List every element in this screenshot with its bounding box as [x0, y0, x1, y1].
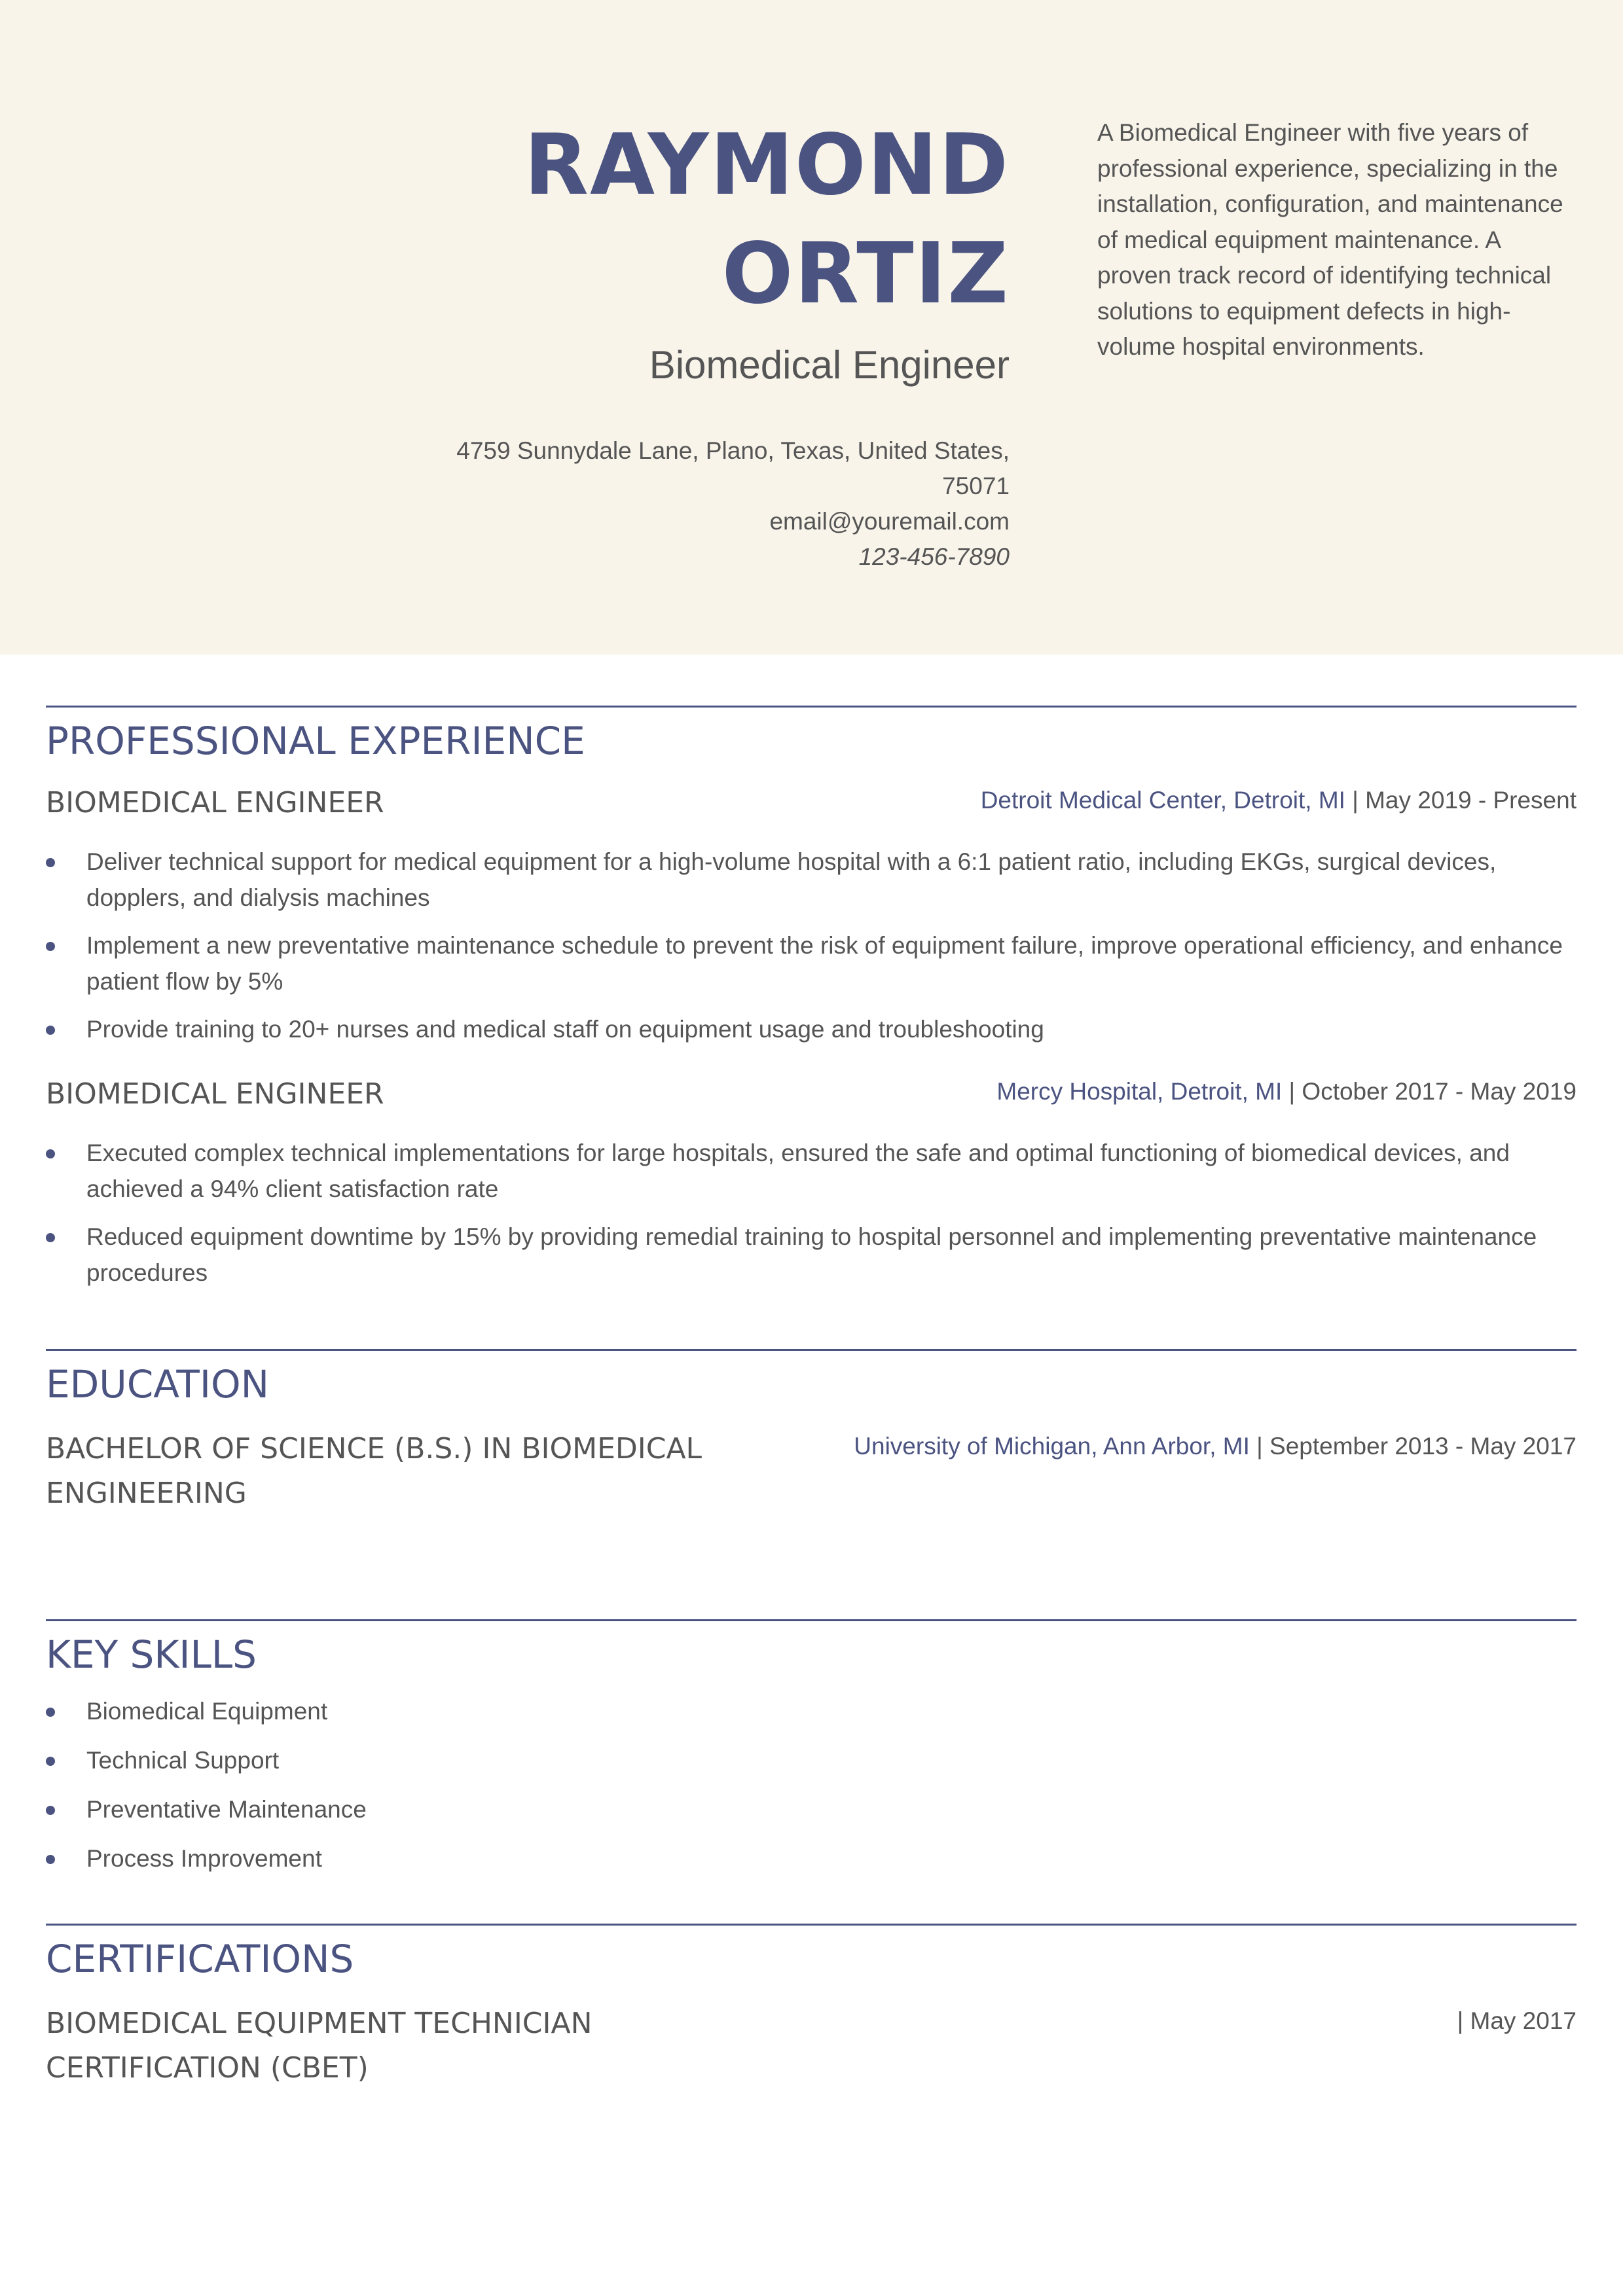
education-org: University of Michigan, Ann Arbor, MI: [854, 1433, 1250, 1460]
list-item: [46, 1791, 1577, 1827]
address-line-1: 4759 Sunnydale Lane, Plano, Texas, United States,: [456, 437, 1010, 464]
list-item: [46, 1840, 1577, 1876]
bullet-icon: [46, 1026, 55, 1035]
job-dates-2: | October 2017 - May 2019: [1282, 1078, 1577, 1105]
bullet-text: Deliver technical support for medical equipment for a high-volume hospital with a 6:1 patient ratio, including EKGs, surgical devices, dopplers, and dialysis machines: [86, 848, 1497, 911]
certification-name: BIOMEDICAL EQUIPMENT TECHNICIAN CERTIFICATION (CBET): [46, 2007, 593, 2085]
bullet-icon: [46, 858, 55, 867]
section-title-certifications: CERTIFICATIONS: [46, 1937, 354, 1981]
bullet-icon: [46, 1757, 55, 1766]
bullet-icon: [46, 1233, 55, 1242]
education-entry: [46, 1427, 1577, 1516]
job-title-2: BIOMEDICAL ENGINEER: [46, 1077, 384, 1111]
list-item: [46, 844, 1577, 916]
certifications-section: [46, 1924, 1577, 2090]
skills-list: [46, 1693, 1577, 1876]
list-item: [46, 927, 1577, 999]
education-section: [46, 1349, 1577, 1619]
experience-section: [46, 706, 1577, 1349]
job-org-2: Mercy Hospital, Detroit, MI: [996, 1078, 1283, 1105]
job-entry: [46, 1072, 1577, 1291]
bullet-icon: [46, 1806, 55, 1815]
address-line-2: 75071: [942, 473, 1010, 499]
list-item: [46, 1011, 1577, 1047]
bullet-text: Provide training to 20+ nurses and medical staff on equipment usage and troubleshooting: [86, 1016, 1044, 1043]
job-meta-1: [981, 781, 1577, 820]
bullet-icon: [46, 942, 55, 951]
bullet-icon: [46, 1855, 55, 1864]
resume-body: [46, 706, 1577, 2090]
bullet-text: Executed complex technical implementations for large hospitals, ensured the safe and optimal functioning of biomedical devices, and achieved a 94% client satisfaction rate: [86, 1139, 1510, 1202]
skills-section: [46, 1619, 1577, 1924]
job-dates-1: | May 2019 - Present: [1345, 787, 1577, 814]
bullet-icon: [46, 1149, 55, 1158]
job-title: Biomedical Engineer: [649, 343, 1010, 387]
certification-dates: | May 2017: [1457, 2007, 1577, 2034]
education-dates: | September 2013 - May 2017: [1249, 1433, 1577, 1460]
certification-entry: [46, 2001, 1577, 2090]
list-item: [46, 1219, 1577, 1291]
summary: A Biomedical Engineer with five years of professional experience, specializing in the installation, configuration, and maintenance of medical equipment maintenance. A proven track record of identifying technical solutions to equipment defects in high-volume hospital environments.: [1097, 119, 1563, 360]
job-title-1: BIOMEDICAL ENGINEER: [46, 786, 384, 819]
section-title-experience: PROFESSIONAL EXPERIENCE: [46, 719, 585, 763]
resume-header: [0, 0, 1623, 655]
degree-title: BACHELOR OF SCIENCE (B.S.) IN BIOMEDICAL ENGINEERING: [46, 1432, 702, 1510]
job-bullets-2: [46, 1135, 1577, 1291]
job-header: [46, 1072, 1577, 1117]
email: email@youremail.com: [769, 508, 1010, 535]
bullet-icon: [46, 1708, 55, 1717]
list-item: [46, 1135, 1577, 1207]
section-title-education: EDUCATION: [46, 1362, 270, 1407]
skill-text: Process Improvement: [86, 1845, 322, 1872]
job-org-1: Detroit Medical Center, Detroit, MI: [980, 787, 1345, 814]
job-meta-2: [996, 1072, 1577, 1111]
education-meta: [854, 1427, 1577, 1466]
first-name: RAYMOND: [524, 117, 1010, 214]
job-bullets-1: [46, 844, 1577, 1047]
bullet-text: Reduced equipment downtime by 15% by providing remedial training to hospital personnel and implementing preventative maintenance procedures: [86, 1223, 1537, 1286]
bullet-text: Implement a new preventative maintenance schedule to prevent the risk of equipment failure, improve operational efficiency, and enhance patient flow by 5%: [86, 932, 1563, 995]
skill-text: Biomedical Equipment: [86, 1698, 328, 1725]
job-header: [46, 781, 1577, 825]
list-item: [46, 1742, 1577, 1778]
section-title-skills: KEY SKILLS: [46, 1632, 257, 1677]
list-item: [46, 1693, 1577, 1729]
job-entry: [46, 781, 1577, 1047]
last-name: ORTIZ: [721, 225, 1010, 323]
header-identity: [355, 111, 1010, 575]
skill-text: Preventative Maintenance: [86, 1796, 367, 1823]
skill-text: Technical Support: [86, 1747, 280, 1774]
contact-info: [355, 433, 1010, 575]
phone: 123-456-7890: [858, 543, 1010, 570]
